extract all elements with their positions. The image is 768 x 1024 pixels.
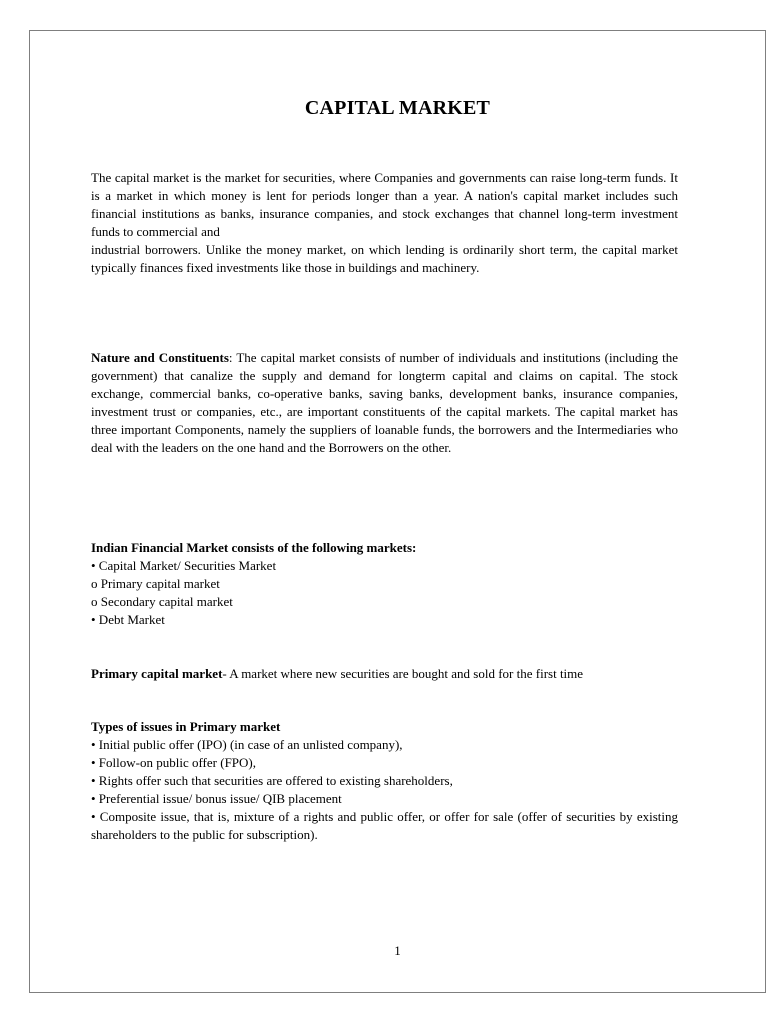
document-page — [29, 30, 766, 993]
intro-text-1: The capital market is the market for securities, where Companies and governments can raise long-term funds. It is a market in which money is lent for periods longer than a year. A nation's capital market includes such financial institutions as banks, insurance companies, and stock exchanges that channel long-term investment funds to commercial and — [91, 170, 678, 239]
issues-heading: Types of issues in Primary market — [91, 719, 281, 734]
page-number: 1 — [394, 943, 401, 958]
nature-paragraph — [91, 349, 678, 457]
page-title: CAPITAL MARKET — [304, 97, 491, 119]
markets-heading: Indian Financial Market consists of the following markets: — [91, 540, 417, 555]
nature-text: : The capital market consists of number of individuals and institutions (including the government) that canalize the supply and demand for longterm capital and claims on capital. The stock exchange, commercial banks, co-operative banks, saving banks, development banks, insurance companies, investment trust or companies, etc., are important constituents of the capital markets. The capital market has three important Components, namely the suppliers of loanable funds, the borrowers and the Intermediaries who deal with the leaders on the one hand and the Borrowers on the other. — [91, 350, 678, 455]
intro-paragraph — [91, 169, 678, 277]
primary-market-definition — [91, 665, 678, 683]
list-item: • Preferential issue/ bonus issue/ QIB placement — [91, 791, 342, 806]
issues-section — [91, 718, 678, 844]
list-item: o Secondary capital market — [91, 594, 233, 609]
primary-text: - A market where new securities are bought and sold for the first time — [222, 666, 584, 681]
nature-heading: Nature and Constituents — [91, 350, 229, 365]
list-item: o Primary capital market — [91, 576, 220, 591]
list-item: • Initial public offer (IPO) (in case of an unlisted company), — [91, 737, 403, 752]
list-item: • Debt Market — [91, 612, 165, 627]
list-item: • Rights offer such that securities are offered to existing shareholders, — [91, 773, 453, 788]
markets-section — [91, 539, 678, 629]
primary-heading: Primary capital market — [91, 666, 223, 681]
list-item: • Composite issue, that is, mixture of a rights and public offer, or offer for sale (offer of securities by existing shareholders to the public for subscription). — [91, 809, 678, 842]
list-item: • Follow-on public offer (FPO), — [91, 755, 256, 770]
list-item: • Capital Market/ Securities Market — [91, 558, 277, 573]
intro-text-2: industrial borrowers. Unlike the money market, on which lending is ordinarily short term, the capital market typically finances fixed investments like those in buildings and machinery. — [91, 242, 678, 275]
